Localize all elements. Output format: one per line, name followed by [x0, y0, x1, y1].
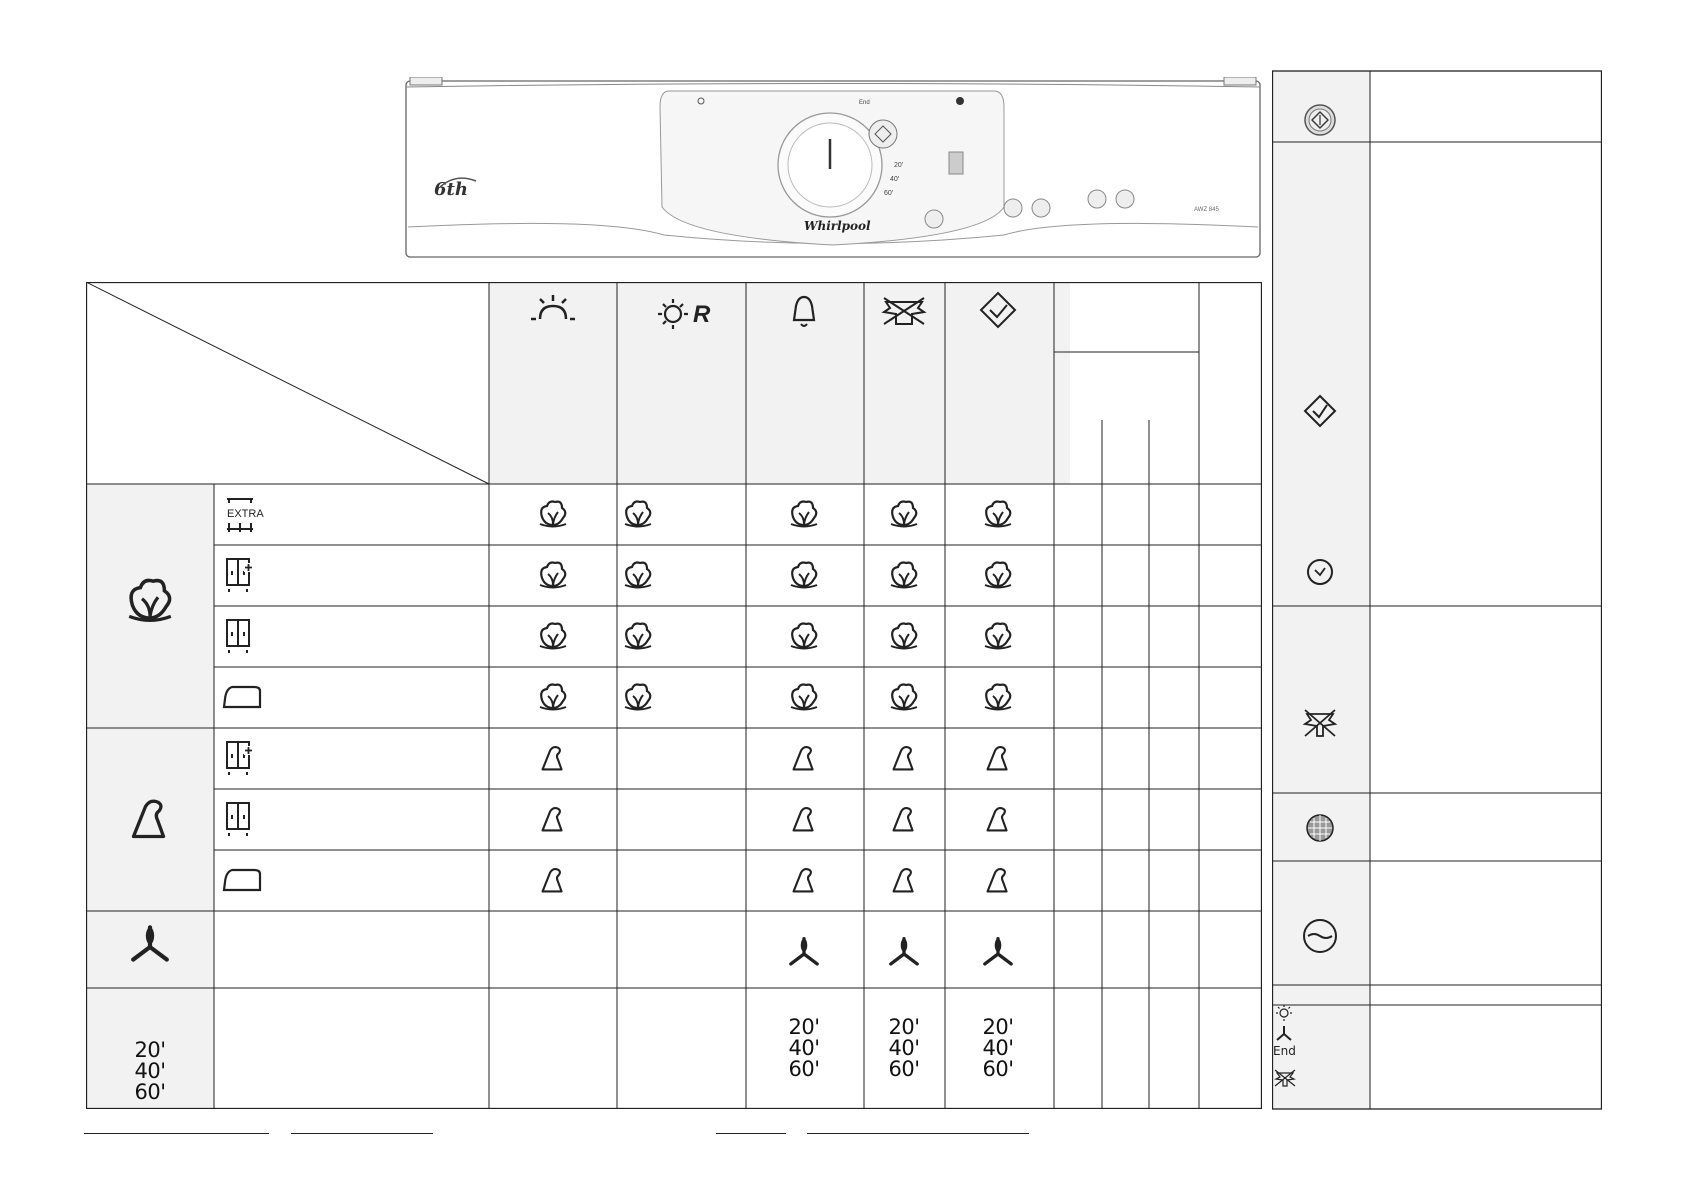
option-button-2[interactable] — [1032, 199, 1050, 217]
time-values: 20' 40' 60' — [982, 1015, 1014, 1081]
cotton-mark — [985, 685, 1011, 710]
synthetic-mark — [894, 808, 913, 830]
cotton-mark — [540, 563, 566, 588]
svg-text:AWZ 845: AWZ 845 — [1194, 207, 1219, 213]
start-button[interactable] — [869, 120, 897, 148]
cotton-mark — [625, 502, 651, 527]
time-settings-label: 20' 40' 60' — [134, 1038, 166, 1104]
cotton-mark — [540, 624, 566, 649]
brand-logo: Whirlpool — [804, 219, 871, 233]
footer-rule-2 — [291, 1133, 433, 1134]
footer-rule-4 — [807, 1133, 1029, 1134]
airing-mark — [791, 939, 817, 964]
extra-dry-icon — [227, 499, 264, 532]
synthetic-mark — [894, 747, 913, 769]
synthetic-mark — [794, 808, 813, 830]
cotton-mark — [540, 502, 566, 527]
cotton-mark — [625, 685, 651, 710]
synthetic-mark — [988, 747, 1007, 769]
synthetic-mark — [988, 808, 1007, 830]
iron-dry-icon — [224, 870, 260, 890]
svg-text:40': 40' — [890, 176, 900, 183]
cotton-mark — [891, 685, 917, 710]
svg-text:60': 60' — [884, 190, 894, 197]
delay-button[interactable] — [925, 210, 943, 228]
iron-dry-icon — [224, 687, 260, 707]
svg-text:End: End — [859, 100, 870, 106]
cotton-mark — [791, 502, 817, 527]
synthetic-mark — [794, 869, 813, 891]
program-options-table — [86, 282, 1262, 1109]
cotton-mark — [891, 624, 917, 649]
cotton-mark — [791, 563, 817, 588]
cupboard-plus-icon — [227, 559, 253, 592]
svg-text:20': 20' — [894, 162, 904, 169]
cotton-mark — [985, 502, 1011, 527]
time-values: 20' 40' 60' — [788, 1015, 820, 1081]
control-panel-illustration — [404, 77, 1262, 260]
cupboard-dry-icon — [227, 803, 249, 836]
time-values: 20' 40' 60' — [888, 1015, 920, 1081]
cupboard-dry-icon — [227, 620, 249, 653]
synthetic-mark — [894, 869, 913, 891]
synthetic-mark — [543, 808, 562, 830]
footer-rule-1 — [84, 1133, 269, 1134]
synthetic-mark — [543, 869, 562, 891]
option-button-1[interactable] — [1004, 199, 1022, 217]
cupboard-plus-icon — [227, 742, 253, 775]
cotton-mark — [791, 685, 817, 710]
cotton-mark — [891, 502, 917, 527]
footer-rule-3 — [716, 1133, 786, 1134]
filter-icon — [1307, 815, 1333, 841]
synthetic-mark — [543, 747, 562, 769]
cotton-mark — [625, 624, 651, 649]
airing-mark — [891, 939, 917, 964]
extra-dry-label: EXTRA — [227, 508, 264, 520]
option-button-3[interactable] — [1088, 190, 1106, 208]
svg-text:R: R — [693, 301, 711, 328]
start-button-icon — [1305, 105, 1335, 135]
option-button-4[interactable] — [1116, 190, 1134, 208]
cotton-mark — [985, 563, 1011, 588]
cotton-mark — [791, 624, 817, 649]
svg-text:End: End — [1273, 1044, 1296, 1058]
cotton-mark — [540, 685, 566, 710]
cotton-mark — [891, 563, 917, 588]
cotton-mark — [985, 624, 1011, 649]
svg-text:6th: 6th — [434, 179, 468, 200]
cotton-mark — [625, 563, 651, 588]
symbol-legend — [1272, 70, 1602, 1110]
synthetic-mark — [794, 747, 813, 769]
airing-mark — [985, 939, 1011, 964]
delay-display — [949, 152, 963, 174]
synthetic-mark — [988, 869, 1007, 891]
